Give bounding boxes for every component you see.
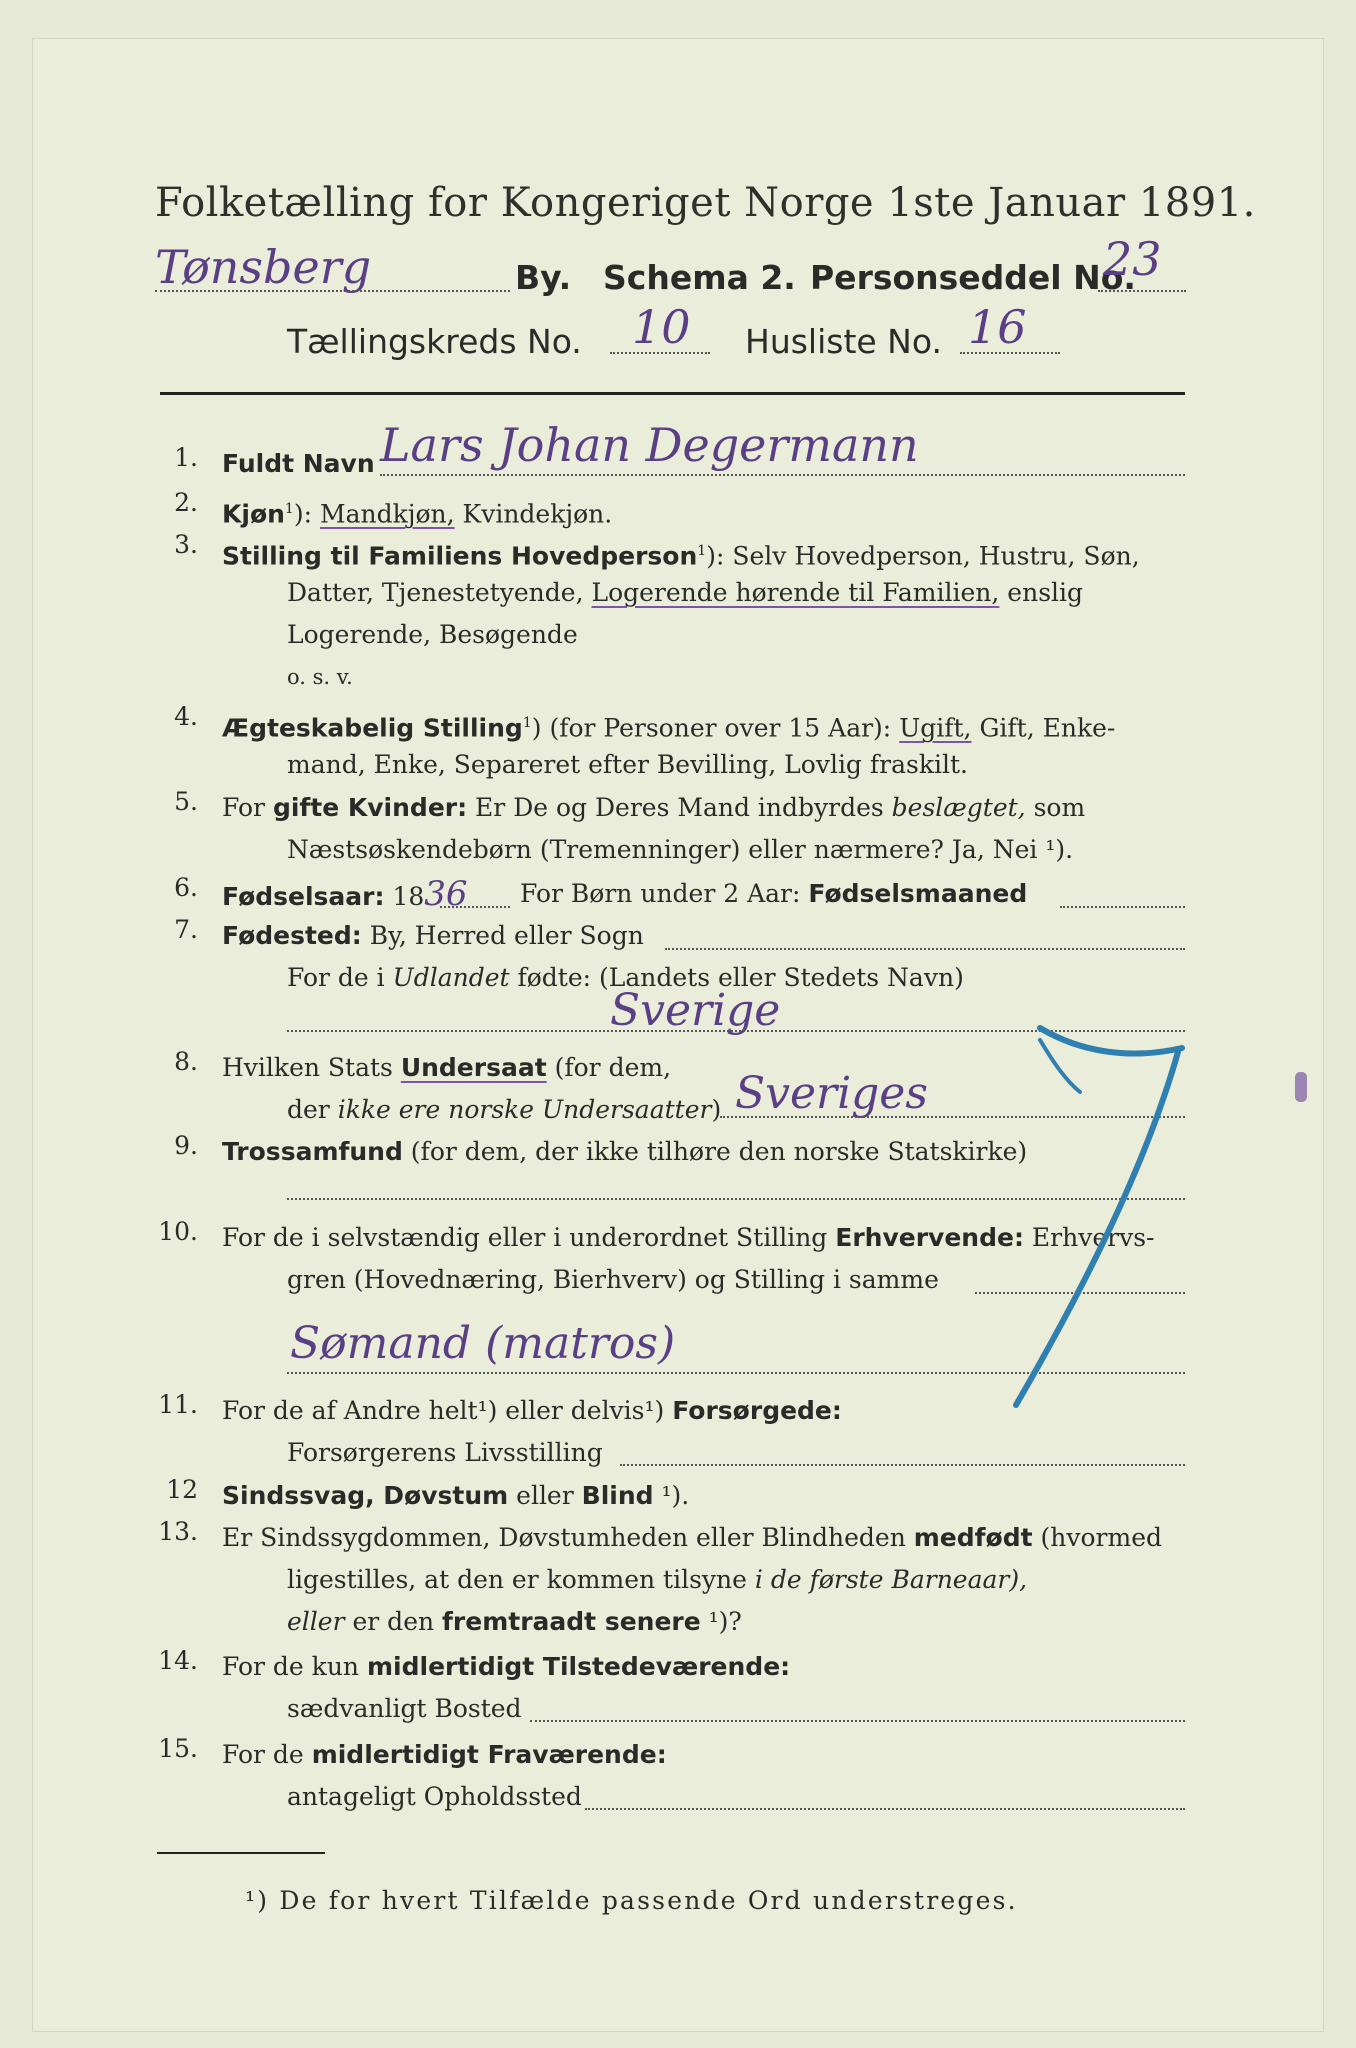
family-position-line3: Logerende, Besøgende — [287, 620, 578, 649]
birth-month-label: Fødselsmaaned — [808, 879, 1028, 908]
item-number: 4. — [174, 702, 198, 731]
form-title: Folketælling for Kongeriget Norge 1ste Januar 1891. — [155, 180, 1256, 226]
occupation-text: Erhvervs- — [1023, 1223, 1155, 1252]
birth-year-label: Fødselsaar: — [222, 882, 385, 911]
taellingskreds-dotted-line — [610, 352, 710, 354]
footnote-ref: 1 — [522, 715, 532, 731]
disability-line — [222, 1475, 689, 1517]
item-number: 10. — [158, 1217, 198, 1246]
occupation-line2: gren (Hovednæring, Bierhverv) og Stilling i samme — [287, 1265, 939, 1294]
citizenship-text: Hvilken Stats — [222, 1053, 401, 1082]
married-women-text: For — [222, 793, 273, 822]
family-position-lodger-underlined: Logerende hørende til Familien, — [591, 578, 1000, 607]
birthplace-abroad-text: fødte: (Landets eller Stedets Navn) — [509, 963, 964, 992]
disability-tail: ¹). — [653, 1481, 690, 1510]
congenital-text: (hvormed — [1032, 1523, 1162, 1552]
supported-label: Forsørgede: — [672, 1396, 842, 1425]
full-name-answer: Lars Johan Degermann — [380, 418, 919, 472]
congenital-italic: eller — [287, 1607, 345, 1636]
header-rule — [160, 392, 1185, 395]
family-position-text: Datter, Tjenestetyende, — [287, 578, 592, 607]
temporary-absent-dotted-line — [585, 1808, 1185, 1810]
personseddel-dotted-line — [1098, 290, 1186, 292]
taellingskreds-number: 10 — [632, 300, 691, 354]
temporary-absent-line1 — [222, 1734, 667, 1776]
town-handwritten: Tønsberg — [155, 240, 372, 294]
married-women-label: gifte Kvinder: — [272, 793, 468, 822]
citizenship-text: ) — [711, 1095, 722, 1124]
congenital-text: er den — [344, 1607, 443, 1636]
husliste-label: Husliste No. — [745, 322, 942, 361]
occupation-answer: Sømand (matros) — [290, 1318, 676, 1369]
temporary-present-line1 — [222, 1646, 790, 1688]
family-position-line1 — [222, 530, 1140, 577]
temporary-present-dotted-line — [530, 1720, 1185, 1722]
gender-male-underlined: Mandkjøn, — [319, 499, 455, 529]
item-number: 15. — [158, 1734, 198, 1763]
congenital-text: ligestilles, at den er kommen tilsyne — [287, 1565, 755, 1594]
religion-text: (for dem, der ikke tilhøre den norske Statskirke) — [402, 1137, 1028, 1166]
footnote-rule — [157, 1852, 325, 1854]
marital-status-text: ) (for Personer over 15 Aar): — [531, 713, 900, 743]
birth-month-dotted-line — [1060, 906, 1185, 908]
birth-month-text: For Børn under 2 Aar: — [520, 879, 809, 908]
congenital-text: ¹)? — [700, 1607, 742, 1636]
item-number: 7. — [174, 915, 198, 944]
birthplace-abroad-text: For de i — [287, 963, 393, 992]
birthplace-dotted-line — [665, 948, 1185, 950]
item-number: 6. — [174, 873, 198, 902]
disability-label: Sindssvag, Døvstum — [222, 1481, 509, 1510]
birthplace-label: Fødested: — [222, 921, 362, 950]
marital-status-line1 — [222, 702, 1115, 749]
disability-text: eller — [508, 1481, 582, 1510]
footnote-ref: 1 — [284, 501, 294, 517]
full-name-label: Fuldt Navn — [222, 449, 375, 478]
family-position-line4: o. s. v. — [287, 665, 353, 689]
citizenship-line2 — [287, 1089, 721, 1131]
supported-line2: Forsørgerens Livsstilling — [287, 1438, 603, 1467]
birth-year-dotted-line — [440, 906, 510, 908]
birth-month-line — [520, 873, 1027, 915]
town-dotted-line — [155, 290, 510, 292]
taellingskreds-label: Tællingskreds No. — [287, 322, 582, 361]
family-position-options: ): Selv Hovedperson, Hustru, Søn, — [706, 541, 1140, 571]
family-position-text: enslig — [999, 578, 1084, 607]
item-number: 9. — [174, 1131, 198, 1160]
pencil-stroke-diagonal — [1016, 1052, 1178, 1405]
gender-sep: ): — [293, 499, 320, 529]
item-number: 2. — [174, 488, 198, 517]
citizenship-text: der — [287, 1095, 338, 1124]
citizenship-label: Undersaat — [400, 1053, 547, 1082]
married-women-text: Er De og Deres Mand indbyrdes — [467, 793, 892, 822]
family-position-line2 — [287, 572, 1083, 614]
temporary-absent-label: midlertidigt Fraværende: — [311, 1740, 667, 1769]
congenital-later-label: fremtraadt senere — [442, 1607, 701, 1636]
temporary-present-label: midlertidigt Tilstedeværende: — [366, 1652, 791, 1681]
birthplace-line1 — [222, 915, 644, 957]
full-name-dotted-line — [380, 474, 1185, 476]
birth-year-line — [222, 873, 468, 918]
disability-label-blind: Blind — [581, 1481, 654, 1510]
congenital-line1 — [222, 1517, 1162, 1559]
schema-label: Schema 2. — [603, 258, 796, 297]
by-label: By. — [515, 258, 572, 297]
birthplace-answer: Sverige — [610, 985, 781, 1036]
citizenship-answer: Sveriges — [735, 1068, 928, 1119]
marital-status-line2: mand, Enke, Separeret efter Bevilling, Lovlig fraskilt. — [287, 750, 968, 779]
married-women-line2: Næstsøskendebørn (Tremenninger) eller nærmere? Ja, Nei ¹). — [287, 835, 1074, 864]
married-women-related: beslægtet, — [891, 793, 1026, 822]
pencil-stroke-top — [1040, 1028, 1182, 1054]
occupation-text: For de i selvstændig eller i underordnet Stilling — [222, 1223, 836, 1252]
marital-unmarried-underlined: Ugift, — [899, 713, 972, 743]
congenital-text: Er Sindssygdommen, Døvstumheden eller Blindheden — [222, 1523, 914, 1552]
congenital-italic: i de første Barneaar), — [754, 1565, 1028, 1594]
item-number: 14. — [158, 1646, 198, 1675]
personseddel-number: 23 — [1103, 232, 1162, 286]
citizenship-italic: ikke ere norske Undersaatter — [337, 1095, 712, 1124]
religion-label: Trossamfund — [222, 1137, 403, 1166]
congenital-line3 — [287, 1601, 742, 1643]
temporary-present-line2: sædvanligt Bosted — [287, 1694, 522, 1723]
pencil-stroke-tick — [1040, 1040, 1080, 1092]
birthplace-abroad-italic: Udlandet — [392, 963, 510, 992]
occupation-label: Erhvervende: — [835, 1223, 1024, 1252]
blue-pencil-mark — [1010, 1000, 1210, 1420]
supported-line1 — [222, 1390, 842, 1432]
gender-line — [222, 488, 612, 535]
supported-text: For de af Andre helt¹) eller delvis¹) — [222, 1396, 673, 1425]
item-number: 11. — [158, 1390, 198, 1419]
item-number: 5. — [174, 787, 198, 816]
husliste-dotted-line — [960, 352, 1060, 354]
birth-year-prefix: 18 — [392, 882, 425, 911]
marital-status-label: Ægteskabelig Stilling — [222, 713, 523, 743]
married-women-text: som — [1025, 793, 1086, 822]
footnote-text: ¹) De for hvert Tilfælde passende Ord understreges. — [245, 1886, 1018, 1915]
citizenship-text: (for dem, — [546, 1053, 672, 1082]
temporary-absent-text: For de — [222, 1740, 312, 1769]
item-number: 8. — [174, 1047, 198, 1076]
married-women-line1 — [222, 787, 1085, 829]
footnote-ref: 1 — [697, 543, 707, 559]
religion-line — [222, 1131, 1027, 1173]
birth-year-handwritten: 36 — [424, 874, 468, 914]
item-number: 12 — [166, 1475, 198, 1504]
marital-status-text: Gift, Enke- — [971, 713, 1116, 743]
congenital-label: medfødt — [913, 1523, 1033, 1552]
personseddel-label: Personseddel No. — [810, 258, 1136, 297]
husliste-number: 16 — [968, 300, 1027, 354]
ink-smudge — [1295, 1072, 1307, 1102]
item-number: 1. — [174, 443, 198, 472]
congenital-line2 — [287, 1559, 1027, 1601]
gender-label: Kjøn — [222, 499, 285, 529]
gender-female: Kvindekjøn. — [454, 499, 613, 529]
item-number: 3. — [174, 530, 198, 559]
temporary-present-text: For de kun — [222, 1652, 367, 1681]
item-number: 13. — [158, 1517, 198, 1546]
citizenship-line1 — [222, 1047, 671, 1089]
supported-dotted-line — [620, 1464, 1185, 1466]
birthplace-text: By, Herred eller Sogn — [361, 921, 644, 950]
family-position-label: Stilling til Familiens Hovedperson — [222, 541, 698, 571]
temporary-absent-line2: antageligt Opholdssted — [287, 1782, 582, 1811]
